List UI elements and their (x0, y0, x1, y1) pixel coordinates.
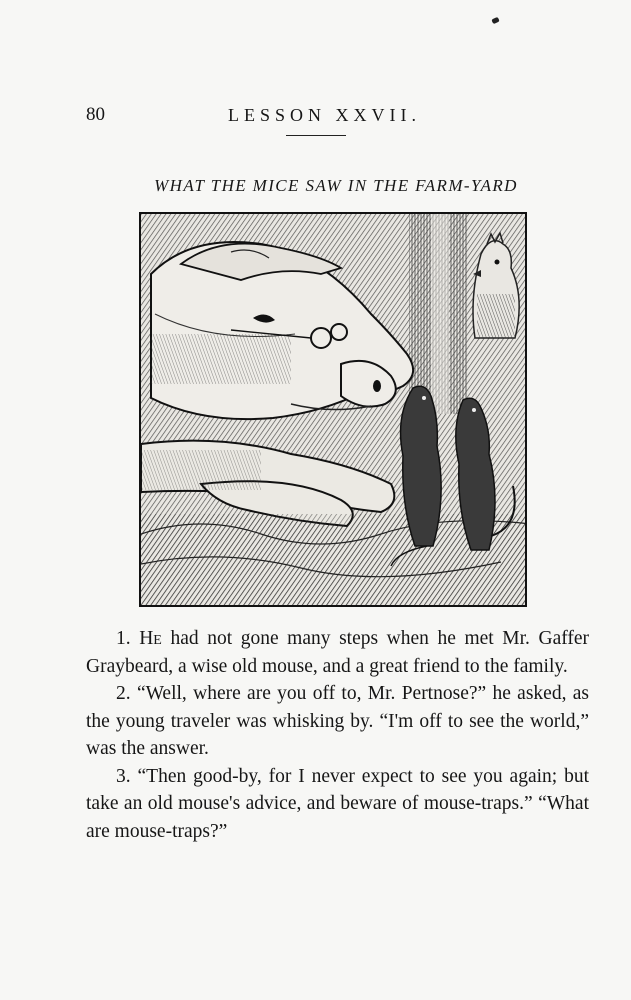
lesson-body (86, 625, 589, 845)
paragraph-2 (86, 680, 589, 763)
paragraph-number: 2. (116, 683, 131, 704)
header-rule (286, 135, 346, 136)
lesson-title: WHAT THE MICE SAW IN THE FARM-YARD (154, 176, 518, 195)
page-number: 80 (86, 104, 105, 125)
paragraph-number: 3. (116, 765, 131, 787)
ink-speck (491, 17, 499, 24)
paragraph-text: “Well, where are you off to, Mr. Pertnose?” he asked, as the young traveler was whisking by. “I'm off to see the world,” was the answer. (86, 683, 589, 759)
pig-and-mice-illustration (139, 212, 527, 607)
paragraph-lead-word: He (139, 628, 162, 649)
paragraph-3 (86, 763, 589, 846)
engraving-pig-and-mice-illustration (141, 214, 525, 605)
paragraph-1 (86, 625, 589, 680)
running-title: LESSON XXVII. (228, 105, 421, 125)
page-header (0, 104, 631, 128)
paragraph-number: 1. (116, 628, 131, 649)
paragraph-text: had not gone many steps when he met Mr. Gaffer Graybeard, a wise old mouse, and a great friend to the family. (86, 628, 590, 677)
paragraph-text: “Then good-by, for I never expect to see you again; but take an old mouse's advice, and beware of mouse-traps.” “What are mouse-traps?” (86, 765, 590, 842)
